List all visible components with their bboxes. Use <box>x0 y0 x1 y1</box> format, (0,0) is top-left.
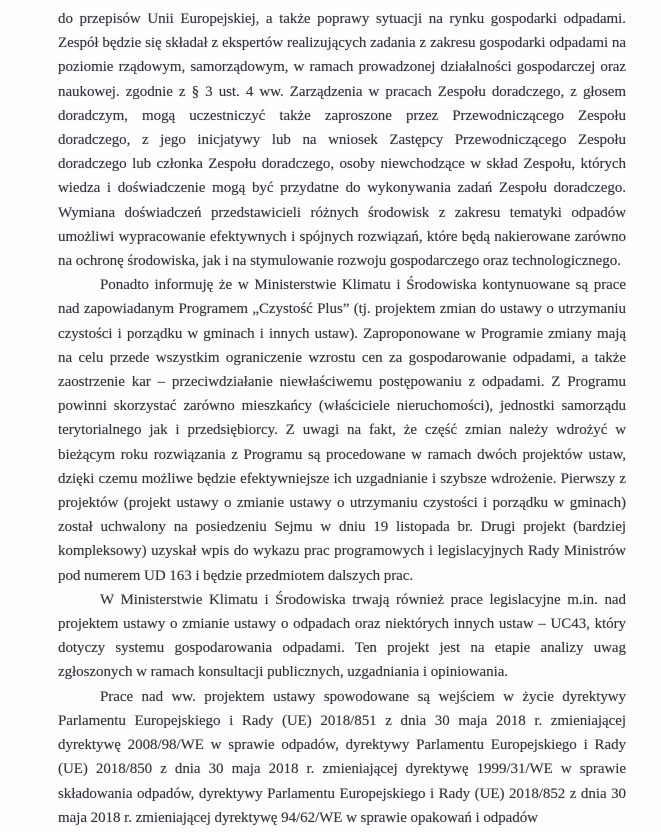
paragraph-advisory-team-continuation: do przepisów Unii Europejskiej, a także poprawy sytuacji na rynku gospodarki odpadami. Zespół będzie się składał z ekspertów realizujących zadania z zakresu gospodarki odpadami na poziomie rządowym, samorządowym, w ramach prowadzonej działalności gospodarczej oraz naukowej. zgodnie z § 3 ust. 4 ww. Zarządzenia w pracach Zespołu doradczego, z głosem doradczym, mogą uczestniczyć także zaproszone przez Przewodniczącego Zespołu doradczego, z jego inicjatywy lub na wniosek Zastępcy Przewodniczącego Zespołu doradczego lub członka Zespołu doradczego, osoby niewchodzące w skład Zespołu, których wiedza i doświadczenie mogą być przydatne do wykonywania zadań Zespołu doradczego. Wymiana doświadczeń przedstawicieli różnych środowisk z zakresu tematyki odpadów umożliwi wypracowanie efektywnych i spójnych rozwiązań, które będą nakierowane zarówno na ochronę środowiska, jak i na stymulowanie rozwoju gospodarczego oraz technologicznego. <box>58 11 626 270</box>
paragraph-eu-directives: Prace nad ww. projektem ustawy spowodowane są wejściem w życie dyrektywy Parlamentu Europejskiego i Rady (UE) 2018/851 z dnia 30 maja 2018 r. zmieniającej dyrektywę 2008/98/WE w sprawie odpadów, dyrektywy Parlamentu Europejskiego i Rady (UE) 2018/850 z dnia 30 maja 2018 r. zmieniającej dyrektywę 1999/31/WE w sprawie składowania odpadów, dyrektywy Parlamentu Europejskiego i Rady (UE) 2018/852 z dnia 30 maja 2018 r. zmieniającej dyrektywę 94/62/WE w sprawie opakowań i odpadów <box>58 688 626 826</box>
paragraph-program-czystosc-plus: Ponadto informuję że w Ministerstwie Klimatu i Środowiska kontynuowane są prace nad zapowiadanym Programem „Czystość Plus” (tj. projektem zmian do ustawy o utrzymaniu czystości i porządku w gminach i innych ustaw). Zaproponowane w Programie zmiany mają na celu przede wszystkim ograniczenie wzrostu cen za gospodarowanie odpadami, a także zaostrzenie kar – przeciwdziałanie niewłaściwemu postępowaniu z odpadami. Z Programu powinni skorzystać zarówno mieszkańcy (właściciele nieruchomości), jednostki samorządu terytorialnego jak i przedsiębiorcy. Z uwagi na fakt, że część zmian należy wdrożyć w bieżącym roku rozwiązania z Programu są procedowane w ramach dwóch projektów ustaw, dzięki czemu możliwe będzie efektywniejsze ich uzgadnianie i szybsze wdrożenie. Pierwszy z projektów (projekt ustawy o zmianie ustawy o utrzymaniu czystości i porządku w gminach) został uchwalony na posiedzeniu Sejmu w dniu 19 listopada br. Drugi projekt (bardziej kompleksowy) uzyskał wpis do wykazu prac programowych i legislacyjnych Rady Ministrów pod numerem UD 163 i będzie przedmiotem dalszych prac. <box>58 277 626 584</box>
paragraph-uc43-legislation: W Ministerstwie Klimatu i Środowiska trwają również prace legislacyjne m.in. nad projektem ustawy o zmianie ustawy o odpadach oraz niektórych innych ustaw – UC43, który dotyczy systemu gospodarowania odpadami. Ten projekt jest na etapie analizy uwag zgłoszonych w ramach konsultacji publicznych, uzgadniania i opiniowania. <box>58 591 626 681</box>
